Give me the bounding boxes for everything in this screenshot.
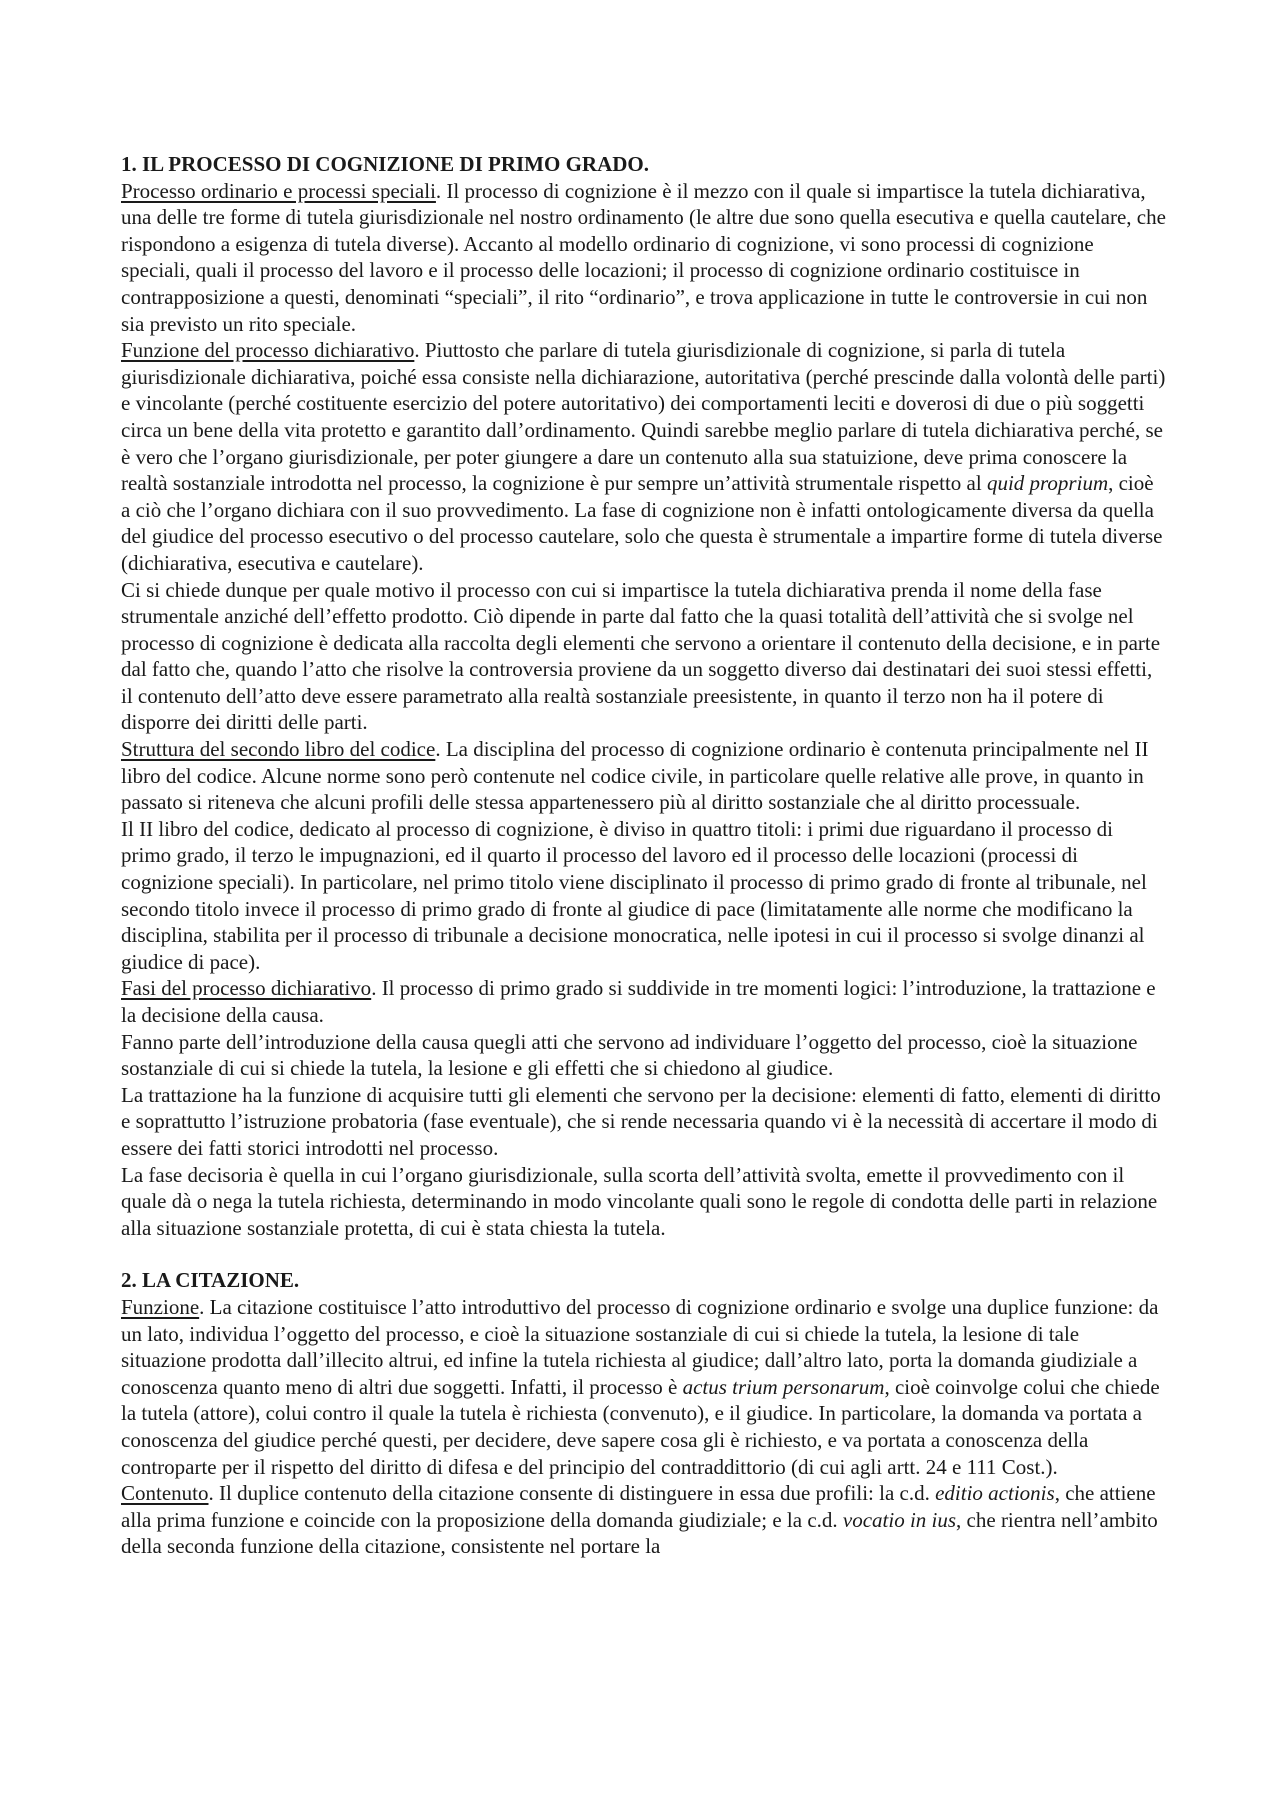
paragraph-lead: Contenuto [121, 1481, 209, 1506]
paragraph-text: . La citazione costituisce l’atto introduttivo del processo di cognizione ordinario e svolge una duplice funzione: da un lato, individua l’oggetto del processo, e cioè la situazione sostanziale di cui si chiede la tutela, la lesione di tale situazione prodotta dall’illecito altrui, ed infine la tutela richiesta al giudice; dall’altro lato, porta la domanda giudiziale a conoscenza quanto meno di altri due soggetti. Infatti, il processo è [121, 1294, 1159, 1399]
paragraph [121, 736, 1167, 816]
italic-term: actus trium personarum [682, 1374, 885, 1399]
paragraph-text: , cioè a ciò che l’organo dichiara con il suo provvedimento. La fase di cognizione non è infatti ontologicamente diversa da quella del giudice del processo esecutivo o del processo cautelare, solo che questa è strumentale a impartire forme di tutela diverse (dichiarativa, esecutiva e cautelare). [121, 471, 1163, 575]
paragraph-text: . Il duplice contenuto della citazione consente di distinguere in essa due profili: la c.d. [208, 1481, 936, 1506]
paragraph-text: . Piuttosto che parlare di tutela giurisdizionale di cognizione, si parla di tutela giurisdizionale dichiarativa, poiché essa consiste nella dichiarazione, autoritativa (perché prescinde dalla volontà delle parti) e vincolante (perché costituente esercizio del potere autoritativo) dei comportamenti leciti e doverosi di due o più soggetti circa un bene della vita protetto e garantito dall’ordinamento. Quindi sarebbe meglio parlare di tutela dichiarativa perché, se è vero che l’organo giurisdizionale, per poter giungere a dare un contenuto alla sua statuizione, deve prima conoscere la realtà sostanziale introdotta nel processo, la cognizione è pur sempre un’attività strumentale rispetto al [121, 338, 1166, 496]
italic-term: quid proprium [986, 471, 1109, 496]
paragraph-text: . Il processo di primo grado si suddivide in tre momenti logici: l’introduzione, la trattazione e la decisione della causa. [121, 976, 1156, 1027]
paragraph [121, 178, 1167, 338]
section-spacer [121, 1241, 1167, 1267]
section-2-heading: 2. LA CITAZIONE. [121, 1268, 300, 1293]
italic-term: vocatio in ius [842, 1507, 957, 1532]
italic-term: editio actionis [935, 1481, 1055, 1506]
paragraph: La fase decisoria è quella in cui l’organo giurisdizionale, sulla scorta dell’attività svolta, emette il provvedimento con il quale dà o nega la tutela richiesta, determinando in modo vincolante quali sono le regole di condotta delle parti in relazione alla situazione sostanziale protetta, di cui è stata chiesta la tutela. [121, 1162, 1158, 1240]
paragraph-text: . La disciplina del processo di cognizione ordinario è contenuta principalmente nel II libro del codice. Alcune norme sono però contenute nel codice civile, in particolare quelle relative alle prove, in quanto in passato si riteneva che alcuni profili delle stessa appartenessero più al diritto sostanziale che al diritto processuale. [121, 737, 1149, 815]
paragraph-text: , che rientra nell’ambito della seconda funzione della citazione, consistente nel portare la [121, 1507, 1158, 1559]
paragraph-lead: Funzione [121, 1294, 200, 1319]
paragraph-lead: Processo ordinario e processi speciali [121, 178, 436, 203]
section-1-heading: 1. IL PROCESSO DI COGNIZIONE DI PRIMO GRADO. [121, 152, 649, 176]
paragraph-lead: Funzione del processo dichiarativo [121, 338, 415, 363]
paragraph: La trattazione ha la funzione di acquisire tutti gli elementi che servono per la decisione: elementi di fatto, elementi di diritto e soprattutto l’istruzione probatoria (fase eventuale), che si rende necessaria quando vi è la necessità di accertare il modo di essere dei fatti storici introdotti nel processo. [121, 1082, 1161, 1160]
paragraph-text: , cioè coinvolge colui che chiede la tutela (attore), colui contro il quale la tutela è richiesta (convenuto), e il giudice. In particolare, la domanda va portata a conoscenza del giudice perché questi, per decidere, deve sapere cosa gli è richiesto, e va portata a conoscenza della controparte per il rispetto del diritto di difesa e del principio del contraddittorio (di cui agli artt. 24 e 111 Cost.). [121, 1374, 1160, 1479]
paragraph [121, 337, 1167, 576]
paragraph [121, 1294, 1167, 1480]
paragraph: Fanno parte dell’introduzione della causa quegli atti che servono ad individuare l’oggetto del processo, cioè la situazione sostanziale di cui si chiede la tutela, la lesione e gli effetti che si chiedono al giudice. [121, 1029, 1138, 1081]
paragraph: Il II libro del codice, dedicato al processo di cognizione, è diviso in quattro titoli: i primi due riguardano il processo di primo grado, il terzo le impugnazioni, ed il quarto il processo del lavoro ed il processo delle locazioni (processi di cognizione speciali). In particolare, nel primo titolo viene disciplinato il processo di primo grado di fronte al tribunale, nel secondo titolo invece il processo di primo grado di fronte al giudice di pace (limitatamente alle norme che modificano la disciplina, stabilita per il processo di tribunale a decisione monocratica, nelle ipotesi in cui il processo si svolge dinanzi al giudice di pace). [121, 816, 1147, 974]
paragraph-text: . Il processo di cognizione è il mezzo con il quale si impartisce la tutela dichiarativa, una delle tre forme di tutela giurisdizionale nel nostro ordinamento (le altre due sono quella esecutiva e quella cautelare, che rispondono a esigenza di tutela diverse). Accanto al modello ordinario di cognizione, vi sono processi di cognizione speciali, quali il processo del lavoro e il processo delle locazioni; il processo di cognizione ordinario costituisce in contrapposizione a questi, denominati “speciali”, il rito “ordinario”, e trova applicazione in tutte le controversie in cui non sia previsto un rito speciale. [121, 178, 1166, 336]
paragraph: Ci si chiede dunque per quale motivo il processo con cui si impartisce la tutela dichiarativa prenda il nome della fase strumentale anziché dell’effetto prodotto. Ciò dipende in parte dal fatto che la quasi totalità dell’attività che si svolge nel processo di cognizione è dedicata alla raccolta degli elementi che servono a orientare il contenuto della decisione, e in parte dal fatto che, quando l’atto che risolve la controversia proviene da un soggetto diverso dai destinatari dei suoi stessi effetti, il contenuto dell’atto deve essere parametrato alla realtà sostanziale preesistente, in quanto il terzo non ha il potere di disporre dei diritti delle parti. [121, 577, 1161, 735]
document-page [121, 151, 1167, 1560]
paragraph [121, 975, 1167, 1028]
paragraph-lead: Struttura del secondo libro del codice [121, 737, 436, 762]
paragraph [121, 1480, 1167, 1560]
paragraph-text: , che attiene alla prima funzione e coincide con la proposizione della domanda giudiziale; e la c.d. [121, 1481, 1156, 1532]
paragraph-lead: Fasi del processo dichiarativo [121, 976, 372, 1001]
